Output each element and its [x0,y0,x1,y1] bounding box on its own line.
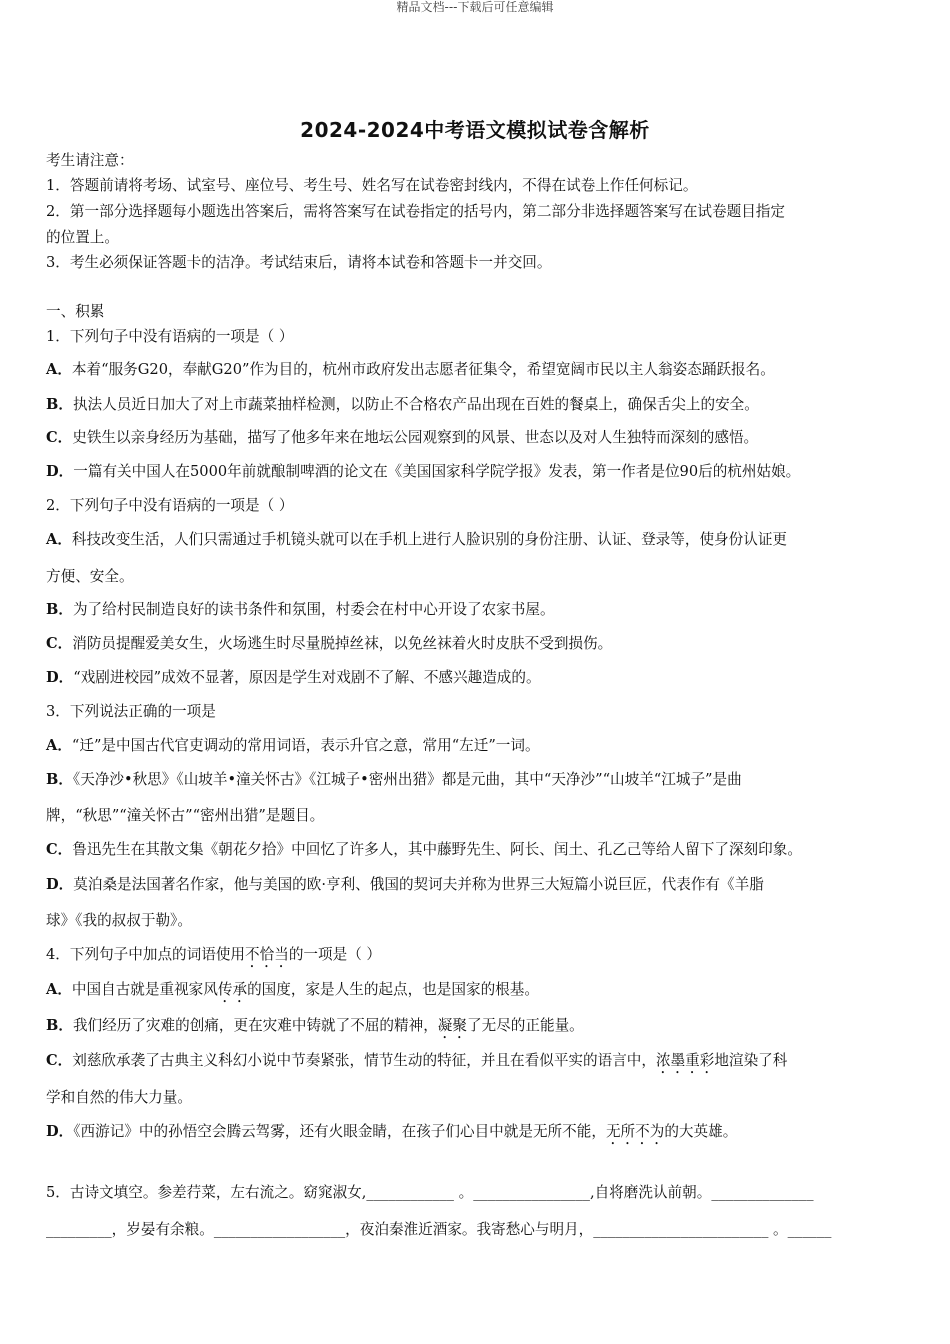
option-label: D． [46,1123,74,1140]
dotted-word: 浓墨重彩 [655,1052,715,1069]
notice-item-2-cont: 的位置上。 [46,229,119,246]
q2-option-b [46,600,555,620]
option-label: A． [46,737,72,754]
q3-option-a [46,736,540,756]
option-label: D． [46,669,74,686]
q1-option-a [46,360,775,380]
q4-option-d [46,1122,737,1148]
option-label: B． [46,1017,73,1034]
option-text: 为了给村民制造良好的读书条件和氛围，村委会在村中心开设了农家书屋。 [72,601,555,618]
option-label: B． [46,396,73,413]
option-text: 了无尽的正能量。 [467,1017,584,1034]
option-label: B． [46,771,73,788]
q1-stem: 1．下列句子中没有语病的一项是（ ） [46,328,294,345]
notice-item-1: 1．答题前请将考场、试室号、座位号、考生号、姓名写在试卷密封线内，不得在试卷上作任何标记。 [46,177,698,194]
q3-option-d [46,875,764,895]
dotted-word: 传承 [217,981,248,998]
q4-option-b [46,1016,584,1042]
dotted-word: 凝聚 [437,1017,467,1034]
option-label: D． [46,463,74,480]
q3-option-b [46,770,742,790]
q2-option-c [46,634,612,654]
option-text: 本着“服务G20，奉献G20”作为目的，杭州市政府发出志愿者征集令，希望宽阔市民以主人翁姿态踊跃报名。 [71,361,775,378]
option-text: 的国度，家是人生的起点，也是国家的根基。 [247,981,539,998]
option-text: 的大英雄。 [664,1123,738,1140]
q1-option-c [46,428,758,448]
option-label: A． [46,981,72,998]
stem-text: 4．下列句子中加点的词语使用 [46,946,246,963]
q5-line-1: 5．古诗文填空。参差荇菜，左右流之。窈窕淑女,____________ 。________________,自将磨洗认前朝。______________ [46,1184,814,1201]
option-label: C． [46,1052,73,1069]
q2-option-a [46,530,787,550]
option-label: C． [46,635,73,652]
q2-stem: 2．下列句子中没有语病的一项是（ ） [46,497,294,514]
q2-option-a-cont: 方便、安全。 [46,568,134,585]
section-heading: 一、积累 [46,303,105,320]
notice-item-2: 2．第一部分选择题每小题选出答案后，需将答案写在试卷指定的括号内，第二部分非选择题答案写在试卷题目指定 [46,203,785,220]
option-label: A． [46,531,72,548]
option-label: A． [46,361,72,378]
option-label: B． [46,601,73,618]
option-text: 刘慈欣承袭了古典主义科幻小说中节奏紧张，情节生动的特征，并且在看似平实的语言中， [72,1052,656,1069]
document-title: 2024-2024中考语文模拟试卷含解析 [300,118,650,142]
stem-text: 的一项是（ ） [288,946,382,963]
option-label: C． [46,429,73,446]
q3-option-b-cont: 牌，“秋思”“潼关怀古”“密州出猎”是题目。 [46,807,325,824]
q3-option-c [46,840,802,860]
option-text: “戏剧进校园”成效不显著，原因是学生对戏剧不了解、不感兴趣造成的。 [73,669,541,686]
option-text: 《西游记》中的孙悟空会腾云驾雾，还有火眼金睛，在孩子们心目中就是无所不能， [73,1123,606,1140]
q3-option-d-cont: 球》《我的叔叔于勒》。 [46,912,192,929]
q3-stem: 3．下列说法正确的一项是 [46,703,216,720]
q4-stem [46,945,381,971]
page-header-note: 精品文档---下载后可任意编辑 [396,0,554,14]
q4-option-c [46,1051,787,1077]
q2-option-d [46,668,541,688]
option-text: 执法人员近日加大了对上市蔬菜抽样检测，以防止不合格农产品出现在百姓的餐桌上，确保舌尖上的安全。 [72,396,759,413]
q4-option-a [46,980,539,1006]
notice-heading: 考生请注意： [46,152,134,169]
option-text: 《天净沙•秋思》《山坡羊•潼关怀古》《江城子•密州出猎》都是元曲，其中“天净沙”“山坡羊“江城子”是曲 [72,771,742,788]
q4-option-c-cont: 学和自然的伟大力量。 [46,1089,192,1106]
q5-line-2: _________，岁晏有余粮。__________________，夜泊秦淮近酒家。我寄愁心与明月，________________________ 。______ [46,1221,832,1238]
option-text: 一篇有关中国人在5000年前就酿制啤酒的论文在《美国国家科学院学报》发表，第一作者是位90后的杭州姑娘。 [73,463,801,480]
option-text: 我们经历了灾难的创痛，更在灾难中铸就了不屈的精神， [72,1017,438,1034]
option-label: C． [46,841,73,858]
option-text: 中国自古就是重视家风 [71,981,218,998]
option-label: D． [46,876,74,893]
notice-item-3: 3．考生必须保证答题卡的洁净。考试结束后，请将本试卷和答题卡一并交回。 [46,254,552,271]
option-text: “迁”是中国古代官吏调动的常用词语，表示升官之意，常用“左迁”一词。 [71,737,540,754]
option-text: 史铁生以亲身经历为基础，描写了他多年来在地坛公园观察到的风景、世态以及对人生独特而深刻的感悟。 [72,429,759,446]
dotted-word: 无所不为 [605,1123,665,1140]
q1-option-d [46,462,800,482]
option-text: 鲁迅先生在其散文集《朝花夕拾》中回忆了许多人，其中藤野先生、阿长、闰土、孔乙己等给人留下了深刻印象。 [72,841,802,858]
option-text: 消防员提醒爱美女生，火场逃生时尽量脱掉丝袜，以免丝袜着火时皮肤不受到损伤。 [72,635,613,652]
option-text: 莫泊桑是法国著名作家，他与美国的欧·亨利、俄国的契诃夫并称为世界三大短篇小说巨匠，代表作有《羊脂 [73,876,764,893]
q1-option-b [46,395,759,415]
dotted-word: 不恰当 [245,946,289,963]
option-text: 科技改变生活，人们只需通过手机镜头就可以在手机上进行人脸识别的身份注册、认证、登录等，使身份认证更 [71,531,788,548]
option-text: 地渲染了科 [714,1052,788,1069]
